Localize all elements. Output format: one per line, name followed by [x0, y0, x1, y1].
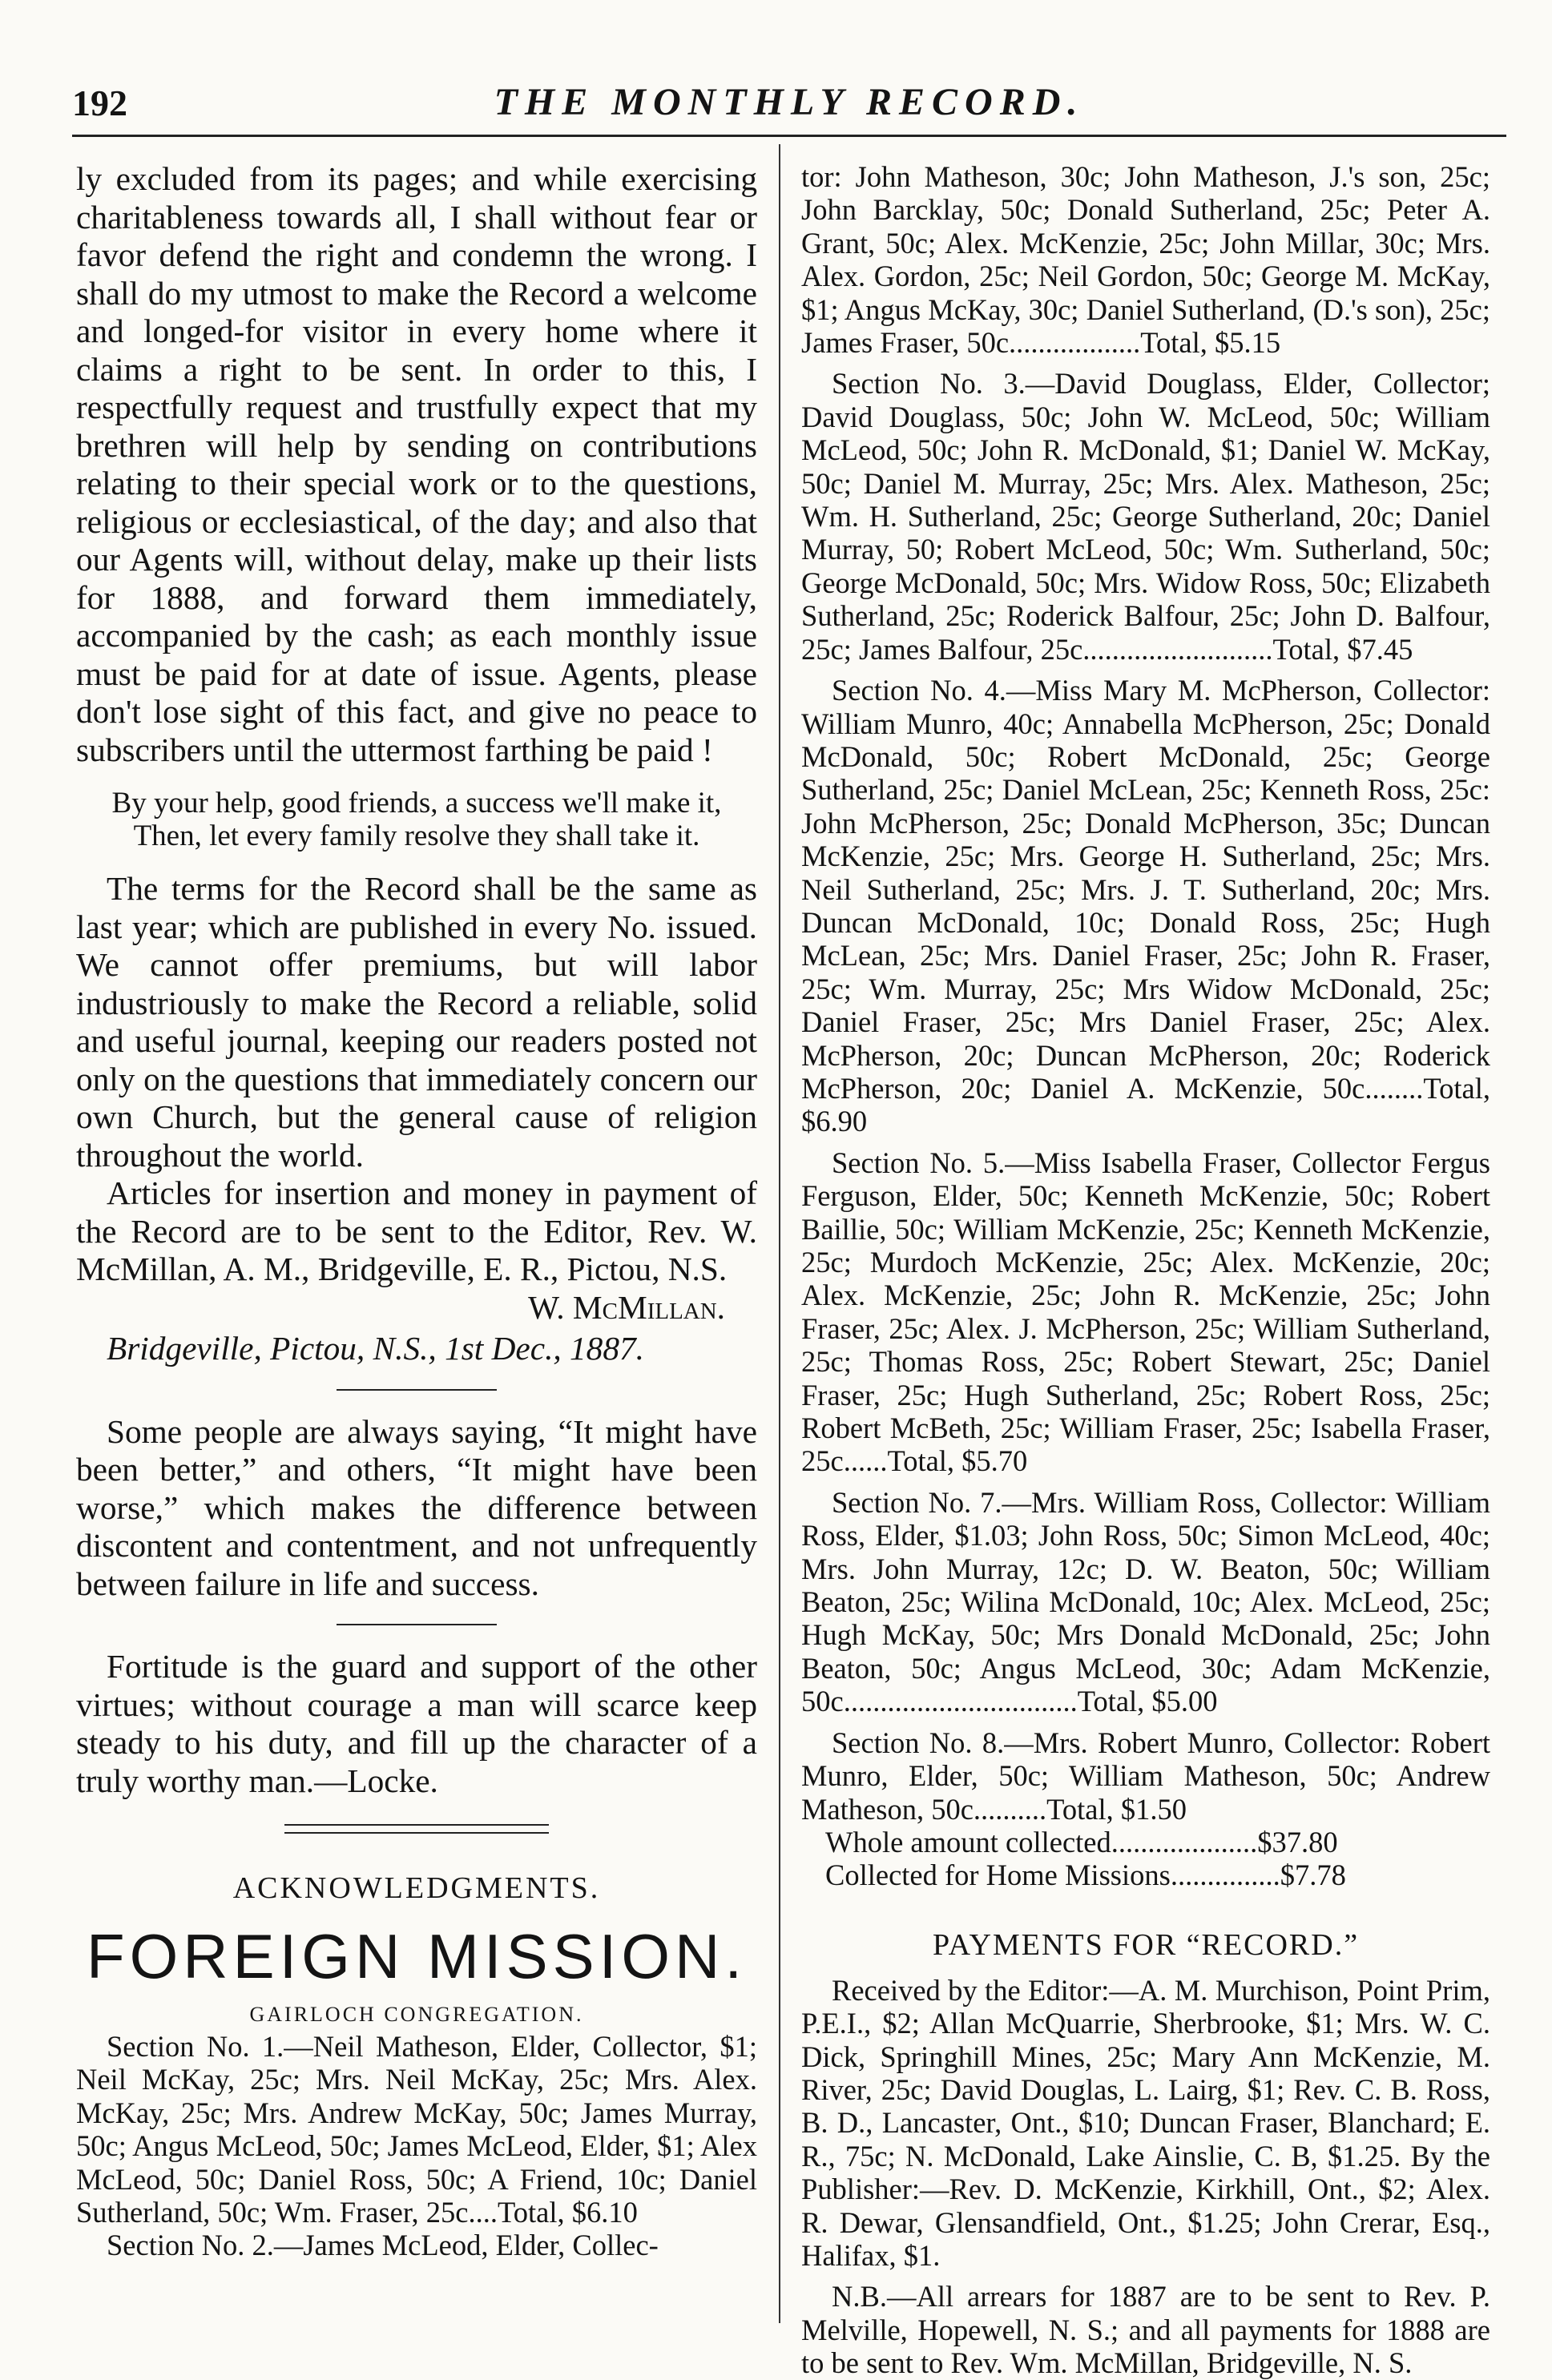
- foreign-mission-heading: FOREIGN MISSION.: [86, 1921, 748, 1991]
- verse-line: By your help, good friends, a success we'll make it,: [111, 787, 722, 820]
- payments-heading: PAYMENTS FOR “RECORD.”: [932, 1927, 1360, 1962]
- section-1-list: Section No. 1.—Neil Matheson, Elder, Collector, $1; Neil McKay, 25c; Mrs. Neil McKay, 25c; Mrs. Alex. McKay, 25c; Mrs. Andrew McKay, 50c; James Murray, 50c; Angus McLeod, 50c; James McLeod, Elder, $1; Alex McLeod, 50c; Daniel Ross, 50c; A Friend, 10c; Daniel Sutherland, 50c; Wm. Fraser, 25c....Total, $6.10: [76, 2030, 757, 2229]
- intro-paragraph: ly excluded from its pages; and while exercising charitableness towards all, I shall without fear or favor defend the right and condemn the wrong. I shall do my utmost to make the Record a welcome and longed-for visitor in every home where it claims a right to be sent. In order to this, I respectfully request and trustfully expect that my brethren will help by sending on contributions relating to their special work or to the questions, religious or ecclesiastical, of the day; and also that our Agents will, without delay, make up their lists for 1888, and forward them immediately, accompanied by the cash; as each monthly issue must be paid for at date of issue. Agents, please don't lose sight of this fact, and give no peace to subscribers until the uttermost farthing be paid !: [76, 160, 757, 768]
- terms-paragraph: The terms for the Record shall be the same as last year; which are published in every No. issued. We cannot offer premiums, but will labor industriously to make the Record a reliable, solid and useful journal, keeping our readers posted not only on the questions that immediately concern our own Church, but the general cause of religion throughout the world.: [76, 870, 757, 1174]
- congregation-heading: GAIRLOCH CONGREGATION.: [249, 2003, 584, 2026]
- fortitude-paragraph: Fortitude is the guard and support of the other virtues; without courage a man will scarce keep steady to his duty, and fill up the character of a truly worthy man.—Locke.: [76, 1648, 757, 1799]
- payments-paragraph: Received by the Editor:—A. M. Murchison, Point Prim, P.E.I., $2; Allan McQuarrie, Sherbrooke, $1; Mrs. W. C. Dick, Springhill Mines, 25c; Mary Ann McKenzie, M. River, 25c; David Douglas, L. Lairg, $1; Rev. C. B. Ross, B. D., Lancaster, Ont., $10; Duncan Fraser, Blanchard; E. R., 75c; N. McDonald, Lake Ainslie, C. B, $1.25. By the Publisher:—Rev. D. McKenzie, Kirkhill, Ont., $2; Alex. R. Dewar, Glensandfield, Ont., $1.25; John Crerar, Esq., Halifax, $1.: [801, 1973, 1490, 2272]
- page-number: 192: [72, 83, 127, 123]
- section-4-list: Section No. 4.—Miss Mary M. McPherson, Collector: William Munro, 40c; Annabella McPherson, 25c; Donald McDonald, 50c; Robert McDonald, 25c; George Sutherland, 25c; Daniel McLean, 25c; Kenneth Ross, 25c: John McPherson, 25c; Donald McPherson, 35c; Duncan McKenzie, 25c; Mrs. George H. Sutherland, 25c; Mrs. Neil Sutherland, 25c; Mrs. J. T. Sutherland, 20c; Mrs. Duncan McDonald, 10c; Donald Ross, 25c; Hugh McLean, 25c; Mrs. Daniel Fraser, 25c; John R. Fraser, 25c; Wm. Murray, 25c; Mrs Widow McDonald, 25c; Daniel Fraser, 25c; Mrs Daniel Fraser, 25c; Alex. McPherson, 20c; Duncan McPherson, 20c; Roderick McPherson, 20c; Daniel A. McKenzie, 50c........Total, $6.90: [801, 674, 1490, 1138]
- section-3-list: Section No. 3.—David Douglass, Elder, Collector; David Douglass, 50c; John W. McLeod, 50c; William McLeod, 50c; John R. McDonald, $1; Daniel W. McKay, 50c; Daniel M. Murray, 25c; Mrs. Alex. Matheson, 25c; Wm. H. Sutherland, 25c; George Sutherland, 20c; Daniel Murray, 50; Robert McLeod, 50c; Wm. Sutherland, 50c; George McDonald, 50c; Mrs. Widow Ross, 50c; Elizabeth Sutherland, 25c; Roderick Balfour, 25c; John D. Balfour, 25c; James Balfour, 25c..........................Total, $7.45: [801, 367, 1490, 666]
- column-divider: [779, 144, 780, 2323]
- editor-signature: W. McMillan.: [528, 1288, 725, 1326]
- whole-amount-total: Whole amount collected....................$37.80: [825, 1825, 1338, 1858]
- running-title: THE MONTHLY RECORD.: [494, 81, 1085, 123]
- left-column: [76, 160, 757, 2323]
- acknowledgments-heading: ACKNOWLEDGMENTS.: [232, 1871, 601, 1905]
- verse-line: Then, let every family resolve they shall take it.: [133, 820, 700, 852]
- verse: [76, 787, 757, 852]
- header-rule: [72, 135, 1506, 137]
- dateline: Bridgeville, Pictou, N.S., 1st Dec., 1887.: [107, 1330, 644, 1367]
- double-rule-bottom: [284, 1832, 549, 1834]
- section-2-continued: tor: John Matheson, 30c; John Matheson, J.'s son, 25c; John Barcklay, 50c; Donald Sutherland, 25c; Peter A. Grant, 50c; Alex. McKenzie, 25c; John Millar, 30c; Mrs. Alex. Gordon, 25c; Neil Gordon, 50c; George M. McKay, $1; Angus McKay, 30c; Daniel Sutherland, (D.'s son), 25c; James Fraser, 50c..................Total, $5.15: [801, 160, 1490, 360]
- nb-paragraph: N.B.—All arrears for 1887 are to be sent to Rev. P. Melville, Hopewell, N. S.; and all payments for 1888 are to be sent to Rev. Wm. McMillan, Bridgeville, N. S.: [801, 2280, 1490, 2380]
- double-rule-top: [284, 1824, 549, 1826]
- section-7-list: Section No. 7.—Mrs. William Ross, Collector: William Ross, Elder, $1.03; John Ross, 50c; Simon McLeod, 40c; Mrs. John Murray, 12c; D. W. Beaton, 50c; William Beaton, 25c; Wilina McDonald, 10c; Alex. McLeod, 25c; Hugh McKay, 50c; Mrs Donald McDonald, 25c; John Beaton, 50c; Angus McLeod, 30c; Adam McKenzie, 50c................................Total, $5.00: [801, 1485, 1490, 1718]
- section-5-list: Section No. 5.—Miss Isabella Fraser, Collector Fergus Ferguson, Elder, 50c; Kenneth McKenzie, 50c; Robert Baillie, 50c; William McKenzie, 25c; Kenneth McKenzie, 25c; Murdoch McKenzie, 25c; Alex. McKenzie, 20c; Alex. McKenzie, 25c; John R. McKenzie, 25c; John Fraser, 25c; Alex. J. McPherson, 25c; William Sutherland, 25c; Thomas Ross, 25c; Robert Stewart, 25c; Daniel Fraser, 25c; Hugh Sutherland, 25c; Robert Ross, 25c; Robert McBeth, 25c; William Fraser, 25c; Isabella Fraser, 25c......Total, $5.70: [801, 1146, 1490, 1478]
- right-column: [801, 160, 1490, 2380]
- section-8-list: Section No. 8.—Mrs. Robert Munro, Collector: Robert Munro, Elder, 50c; William Matheson, 50c; Andrew Matheson, 50c..........Total, $1.50: [801, 1726, 1490, 1826]
- home-missions-total: Collected for Home Missions...............$7.78: [825, 1858, 1346, 1892]
- page-header: [72, 77, 1506, 141]
- section-rule: [337, 1624, 497, 1625]
- section-rule: [337, 1389, 497, 1391]
- section-2-start: Section No. 2.—James McLeod, Elder, Collec-: [107, 2229, 659, 2262]
- some-people-paragraph: Some people are always saying, “It might have been better,” and others, “It might have been worse,” which makes the difference between discontent and contentment, and not unfrequently between failure in life and success.: [76, 1412, 757, 1602]
- articles-paragraph: Articles for insertion and money in payment of the Record are to be sent to the Editor, Rev. W. McMillan, A. M., Bridgeville, E. R., Pictou, N.S.: [76, 1174, 757, 1287]
